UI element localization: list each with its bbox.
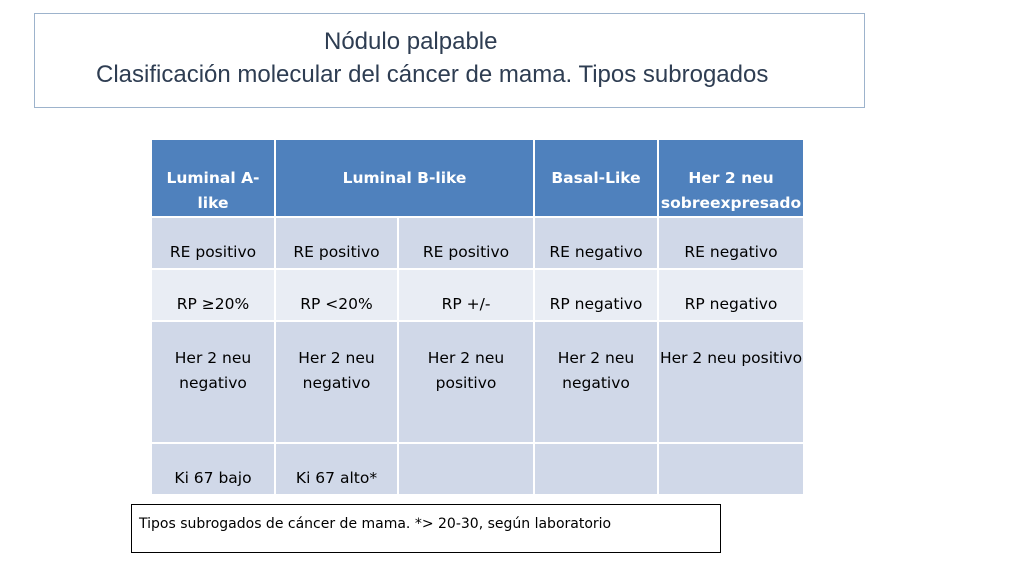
table-cell: RE positivo [151, 217, 275, 269]
table-cell [398, 443, 534, 495]
table-row-rp [151, 269, 804, 321]
table-cell: Ki 67 alto* [275, 443, 398, 495]
table-row-her2 [151, 321, 804, 443]
table-cell: Ki 67 bajo [151, 443, 275, 495]
table-cell: RP negativo [658, 269, 804, 321]
table-cell: Her 2 neu negativo [151, 321, 275, 443]
table-row-re [151, 217, 804, 269]
header-luminal-a: Luminal A-like [151, 139, 275, 217]
table-cell: RP <20% [275, 269, 398, 321]
table-cell: Her 2 neu negativo [534, 321, 658, 443]
table-cell [534, 443, 658, 495]
table-cell: RE positivo [275, 217, 398, 269]
header-her2: Her 2 neu sobreexpresado [658, 139, 804, 217]
slide-title: Nódulo palpable [324, 28, 498, 55]
table-cell: RE positivo [398, 217, 534, 269]
table-cell: Her 2 neu positivo [658, 321, 804, 443]
header-luminal-b: Luminal B-like [275, 139, 534, 217]
table-row-ki67 [151, 443, 804, 495]
slide-subtitle: Clasificación molecular del cáncer de mama. Tipos subrogados [96, 61, 769, 88]
header-basal-like: Basal-Like [534, 139, 658, 217]
table-cell: RE negativo [534, 217, 658, 269]
table-cell [658, 443, 804, 495]
footnote-text: Tipos subrogados de cáncer de mama. *> 20-30, según laboratorio [139, 516, 612, 532]
table-cell: Her 2 neu positivo [398, 321, 534, 443]
table-cell: RP negativo [534, 269, 658, 321]
footnote-box [131, 504, 721, 553]
table-cell: RE negativo [658, 217, 804, 269]
table-cell: RP +/- [398, 269, 534, 321]
classification-table [150, 138, 805, 496]
table-cell: Her 2 neu negativo [275, 321, 398, 443]
table-cell: RP ≥20% [151, 269, 275, 321]
table-header-row [151, 139, 804, 217]
